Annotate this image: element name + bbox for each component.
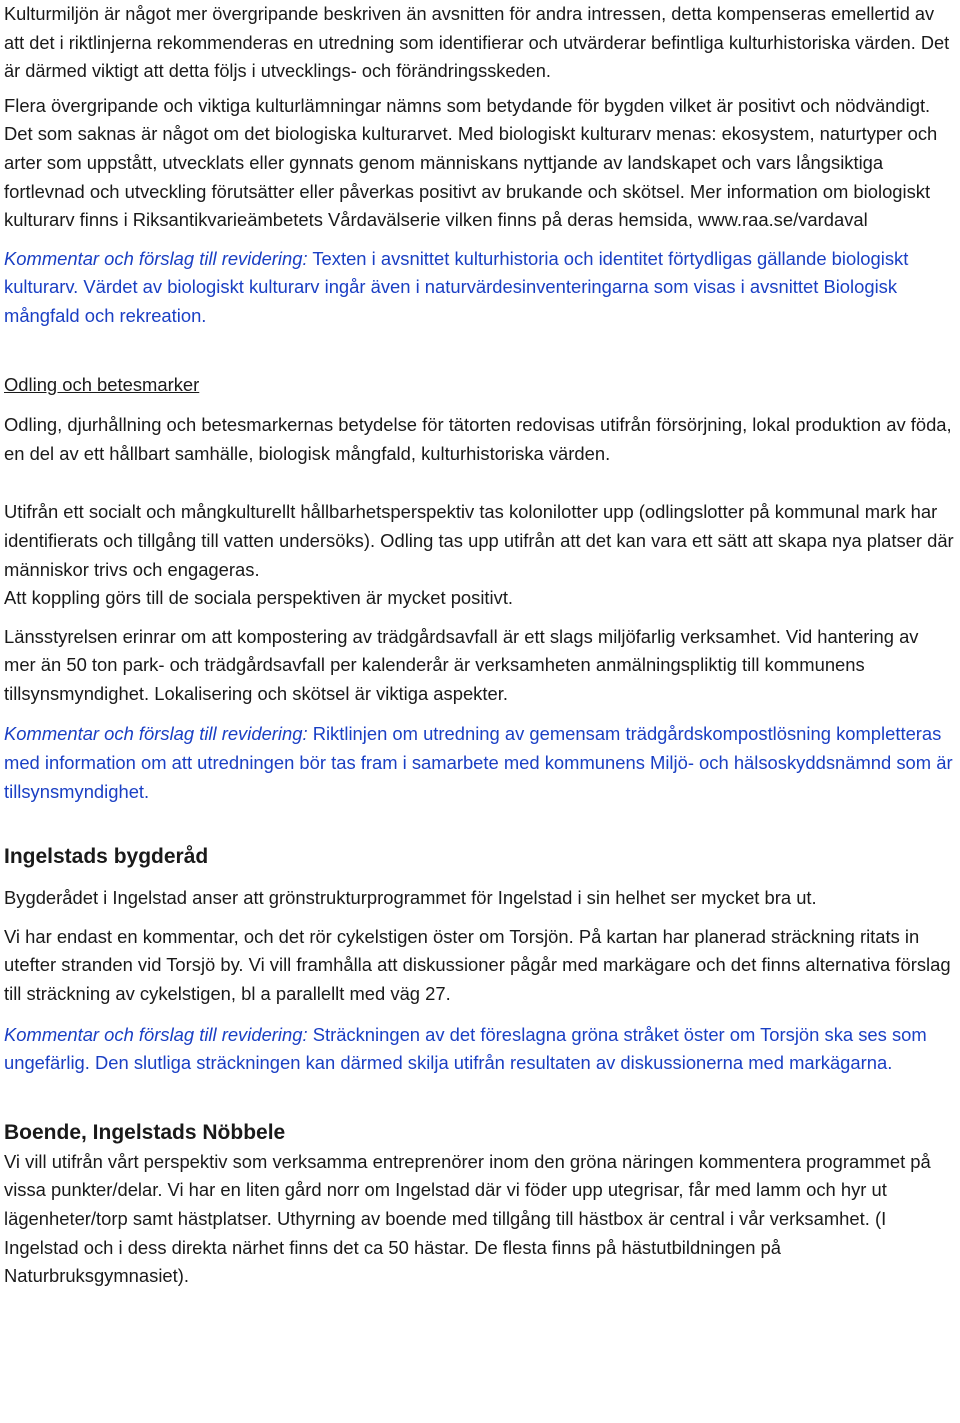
kultur-comment — [4, 245, 954, 331]
ingelstad-heading: Ingelstads bygderåd — [4, 845, 209, 869]
kultur-paragraph-1: Kulturmiljön är något mer övergripande beskriven än avsnitten för andra intressen, detta kompenseras emellertid av att det i riktlinjerna rekommenderas en utredning som identifierar och utvärderar befintliga kulturhistoriska värden. Det är därmed viktigt att detta följs i utvecklings- och förändringsskeden. — [4, 4, 950, 82]
comment-label: Kommentar och förslag till revidering: — [4, 1023, 308, 1045]
odling-heading: Odling och betesmarker — [4, 373, 200, 395]
odling-paragraph-3: Att koppling görs till de sociala perspektiven är mycket positivt. — [4, 587, 514, 609]
comment-text: Sträckningen av det föreslagna gröna stråket öster om Torsjön ska ses som ungefärlig. Den slutliga sträckningen kan därmed skilja utifrån resultaten av diskussionerna med markägarna. — [4, 1023, 927, 1074]
odling-paragraph-1: Odling, djurhållning och betesmarkernas betydelse för tätorten redovisas utifrån försörjning, lokal produktion av föda, en del av ett hållbart samhälle, biologisk mångfald, kulturhistoriska värden. — [4, 414, 952, 464]
ingelstad-paragraph-1: Bygderådet i Ingelstad anser att grönstrukturprogrammet för Ingelstad i sin helhet ser mycket bra ut. — [4, 887, 817, 909]
odling-paragraph-2: Utifrån ett socialt och mångkulturellt hållbarhetsperspektiv tas kolonilotter upp (odlingslotter på kommunal mark har identifierats och tillgång till vatten undersöks). Odling tas upp utifrån att det kan vara ett sätt att skapa nya platser där människor trivs och engageras. — [4, 501, 954, 580]
boende-heading: Boende, Ingelstads Nöbbele — [4, 1120, 286, 1144]
ingelstad-comment — [4, 1021, 954, 1078]
kultur-paragraph-2: Flera övergripande och viktiga kulturlämningar nämns som betydande för bygden vilket är positivt och nödvändigt. Det som saknas är något om det biologiska kulturarvet. Med biologiskt kulturarv menas: ekosystem, naturtyper och arter som uppstått, utvecklats eller gynnats genom människans nyttjande av landskapet och vars långsiktiga fortlevnad och utveckling förutsätter eller påverkas positivt av brukande och skötsel. Mer information om biologiskt kulturarv finns i Riksantikvarieämbetets Vårdavälserie vilken finns på deras hemsida, www.raa.se/vardaval — [4, 94, 938, 231]
comment-text: Texten i avsnittet kulturhistoria och identitet förtydligas gällande biologiskt kulturarv. Värdet av biologiskt kulturarv ingår även i naturvärdesinventeringarna som visas i avsnittet Biologisk mångfald och rekreation. — [4, 247, 909, 326]
comment-label: Kommentar och förslag till revidering: — [4, 723, 308, 745]
boende-paragraph-1: Vi vill utifrån vårt perspektiv som verksamma entreprenörer inom den gröna näringen kommentera programmet på vissa punkter/delar. Vi har en liten gård norr om Ingelstad där vi föder upp utegrisar, får med lamm och hyr ut lägenheter/torp samt hästplatser. Uthyrning av boende med tillgång till hästbox är central i vår verksamhet. (I Ingelstad och i dess direkta närhet finns det ca 50 hästar. De flesta finns på hästutbildningen på Naturbruksgymnasiet). — [4, 1150, 931, 1287]
comment-text: Riktlinjen om utredning av gemensam trädgårdskompostlösning kompletteras med information om att utredningen bör tas fram i samarbete med kommunens Miljö- och hälsoskyddsnämnd som är tillsynsmyndighet. — [4, 723, 953, 802]
odling-comment — [4, 720, 954, 806]
odling-paragraph-4: Länsstyrelsen erinrar om att kompostering av trädgårdsavfall är ett slags miljöfarlig verksamhet. Vid hantering av mer än 50 ton park- och trädgårdsavfall per kalenderår är verksamheten anmälningspliktig till kommunens tillsynsmyndighet. Lokalisering och skötsel är viktiga aspekter. — [4, 625, 919, 704]
ingelstad-paragraph-2: Vi har endast en kommentar, och det rör cykelstigen öster om Torsjön. På kartan har planerad sträckning ritats in utefter stranden vid Torsjö by. Vi vill framhålla att diskussioner pågår med markägare och det finns alternativa förslag till sträckning av cykelstigen, bl a parallellt med väg 27. — [4, 925, 951, 1005]
comment-label: Kommentar och förslag till revidering: — [4, 247, 308, 269]
